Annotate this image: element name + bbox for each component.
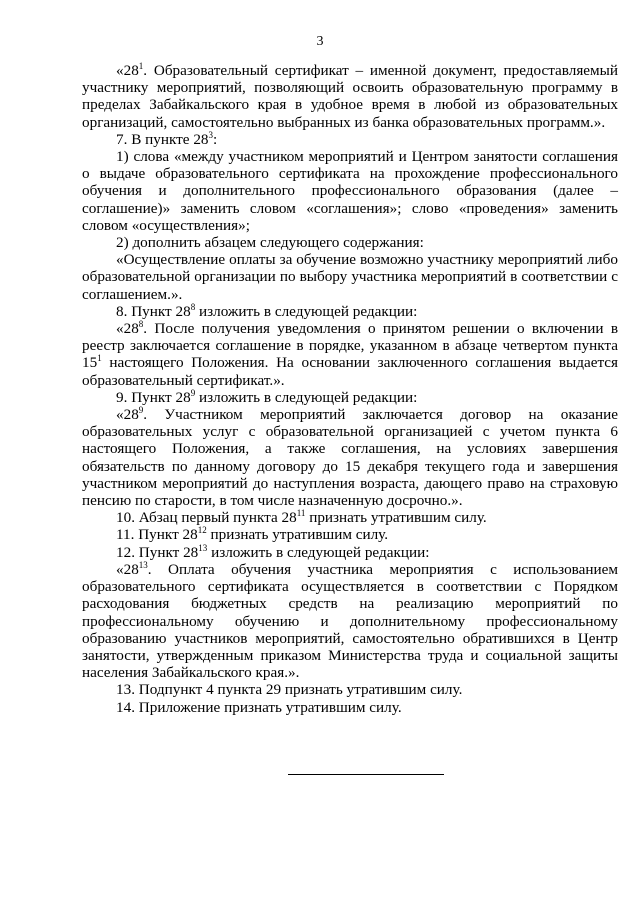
document-body: [82, 62, 618, 716]
paragraph-item-9: 9. Пункт $28^9$ изложить в следующей редакции:: [116, 387, 418, 406]
page-number: 3: [316, 34, 324, 49]
closing-divider: [288, 774, 444, 775]
paragraph-item-12: 12. Пункт $28^{13}$ изложить в следующей редакции:: [116, 542, 430, 561]
paragraph-item-13: 13. Подпункт 4 пункта 29 признать утратившим силу.: [116, 681, 463, 699]
paragraph-subitem-1: 1) слова «между участником мероприятий и Центром занятости соглашения о выдаче образовательного сертификата на прохождение профессионального обучения и дополнительного профессионального образования (далее – соглашение)» заменить словом «соглашения»; слово «проведения» заменить словом «осуществления»;: [82, 148, 618, 234]
paragraph-28-8: «$28^8$. После получения уведомления о принятом решении о включении в реестр заключается соглашение в порядке, указанном в абзаце четвертом пункта $15^1$ настоящего Положения. На основании заключенного соглашения выдается образовательный сертификат.».: [82, 319, 618, 389]
paragraph-item-14: 14. Приложение признать утратившим силу.: [116, 698, 402, 716]
paragraph-28-1: «$28^1$. Образовательный сертификат – именной документ, предоставляемый участнику мероприятий, позволяющий освоить образовательную программу в пределах Забайкальского края в удобное время в любой из образовательных организаций, самостоятельно выбранных из банка образовательных программ.».: [82, 61, 618, 131]
paragraph-item-8: 8. Пункт $28^8$ изложить в следующей редакции:: [116, 301, 418, 320]
paragraph-subitem-2: 2) дополнить абзацем следующего содержания:: [116, 234, 424, 252]
paragraph-item-10: 10. Абзац первый пункта $28^{11}$ признать утратившим силу.: [116, 508, 487, 527]
paragraph-28-9: «$28^9$. Участником мероприятий заключается договор на оказание образовательных услуг с образовательной организацией с учетом пункта 6 настоящего Положения, а также соглашения, на условиях завершения обязательств по данному договору до 15 декабря текущего года и завершения участником мероприятий до наступления возраста, дающего право на страховую пенсию по старости, в том числе назначенную досрочно.».: [82, 405, 618, 510]
paragraph-new-clause: «Осуществление оплаты за обучение возможно участнику мероприятий либо образовательной организации по выбору участника мероприятий в соответствии с соглашением.».: [82, 251, 618, 303]
paragraph-28-13: «$28^{13}$. Оплата обучения участника мероприятия с использованием образовательного сертификата осуществляется в соответствии с Порядком расходования бюджетных средств на реализацию мероприятий по профессиональному обучению и дополнительному профессиональному образованию участников мероприятий, самостоятельно обратившихся в Центр занятости, утвержденным приказом Министерства труда и социальной защиты населения Забайкальского края.».: [82, 559, 618, 682]
paragraph-item-11: 11. Пункт $28^{12}$ признать утратившим силу.: [116, 525, 389, 544]
paragraph-item-7: 7. В пункте $28^3$:: [116, 129, 218, 148]
